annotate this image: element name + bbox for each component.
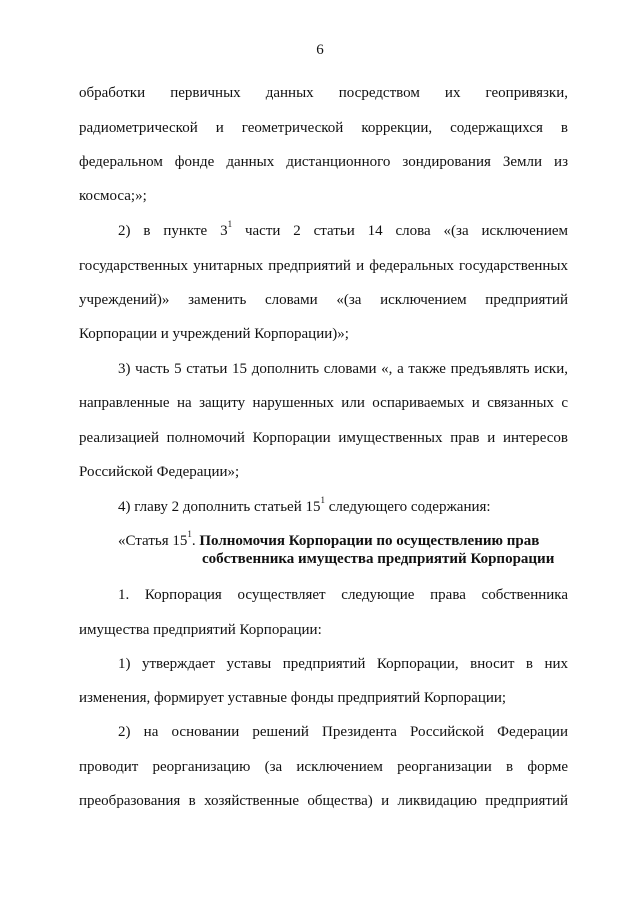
text-line: изменения, формирует уставные фонды предприятий Корпорации; (79, 690, 507, 706)
item-3-line: 3) часть 5 статьи 15 дополнить словами «, а также предъявлять иски, (118, 361, 568, 377)
text-line: направленные на защиту нарушенных или оспариваемых и связанных с (79, 395, 568, 411)
text-line: Корпорации и учреждений Корпорации)»; (79, 326, 349, 342)
text-line: федеральном фонде данных дистанционного зондирования Земли из (79, 154, 568, 170)
text-line: радиометрической и геометрической коррекции, содержащихся в (79, 120, 568, 136)
text-line: имущества предприятий Корпорации: (79, 622, 322, 638)
article-heading (118, 531, 568, 551)
text-line: преобразования в хозяйственные общества) и ликвидацию предприятий (79, 793, 568, 809)
subitem-1-line: 1) утверждает уставы предприятий Корпорации, вносит в них (118, 656, 568, 672)
text-span: следующего содержания: (325, 499, 491, 515)
article-title: Полномочия Корпорации по осуществлению прав (199, 533, 540, 549)
article-title-continued: собственника имущества предприятий Корпорации (202, 551, 555, 567)
text-span: . (191, 533, 200, 549)
subitem-2-line: 2) на основании решений Президента Российской Федерации (118, 724, 568, 740)
text-line: проводит реорганизацию (за исключением реорганизации в форме (79, 759, 568, 775)
text-line: учреждений)» заменить словами «(за исключением предприятий (79, 292, 568, 308)
superscript: 1 (227, 219, 233, 229)
item-4-line (118, 497, 568, 517)
text-span: 2) в пункте 3 (118, 223, 228, 239)
superscript: 1 (320, 495, 325, 505)
text-line: Российской Федерации»; (79, 464, 240, 480)
article-label: «Статья 15 (118, 533, 188, 549)
text-line: космоса;»; (79, 188, 147, 204)
item-2-line (118, 221, 568, 241)
superscript: 1 (187, 529, 192, 539)
clause-1-line: 1. Корпорация осуществляет следующие права собственника (118, 587, 568, 603)
text-line: государственных унитарных предприятий и федеральных государственных (79, 258, 568, 274)
page-number: 6 (316, 42, 324, 58)
text-span: 4) главу 2 дополнить статьей 15 (118, 499, 321, 515)
text-line: реализацией полномочий Корпорации имущественных прав и интересов (79, 430, 568, 446)
text-line: обработки первичных данных посредством их геопривязки, (79, 85, 568, 101)
text-span: части 2 статьи 14 слова «(за исключением (232, 223, 569, 239)
